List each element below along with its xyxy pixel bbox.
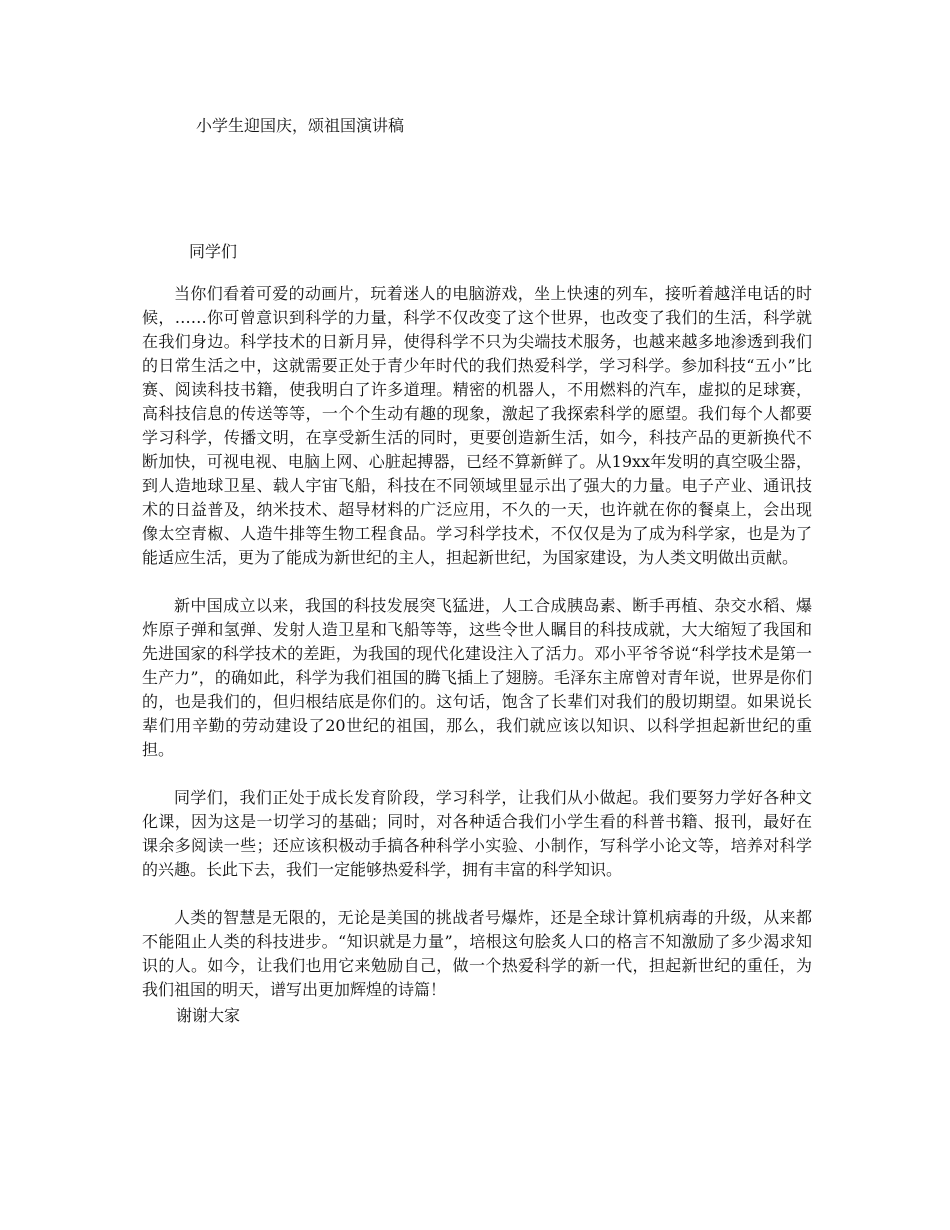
document-title: 小学生迎国庆，颂祖国演讲稿 (196, 116, 405, 135)
paragraph: 当你们看着可爱的动画片，玩着迷人的电脑游戏，坐上快速的列车，接听着越洋电话的时候，……你可曾意识到科学的力量，科学不仅改变了这个世界，也改变了我们的生活，科学就在我们身边。科学技术的日新月异，使得科学不只为尖端技术服务，也越来越多地渗透到我们的日常生活之中，这就需要正处于青少年时代的我们热爱科学，学习科学。参加科技“五小”比赛、阅读科技书籍，使我明白了许多道理。精密的机器人，不用燃料的汽车，虚拟的足球赛，高科技信息的传送等等，一个个生动有趣的现象，激起了我探索科学的愿望。我们每个人都要学习科学，传播文明，在享受新生活的同时，更要创造新生活，如今，科技产品的更新换代不断加快，可视电视、电脑上网、心脏起搏器，已经不算新鲜了。从19xx年发明的真空吸尘器，到人造地球卫星、载人宇宙飞船，科技在不同领域里显示出了强大的力量。电子产业、通讯技术的日益普及，纳米技术、超导材料的广泛应用，不久的一天，也许就在你的餐桌上，会出现像太空青椒、人造牛排等生物工程食品。学习科学技术，不仅仅是为了成为科学家，也是为了能适应生活，更为了能成为新世纪的主人，担起新世纪，为国家建设，为人类文明做出贡献。 (142, 284, 812, 567)
paragraph: 新中国成立以来，我国的科技发展突飞猛进，人工合成胰岛素、断手再植、杂交水稻、爆炸原子弹和氢弹、发射人造卫星和飞船等等，这些令世人瞩目的科技成就，大大缩短了我国和先进国家的科学技术的差距，为我国的现代化建设注入了活力。邓小平爷爷说“科学技术是第一生产力”，的确如此，科学为我们祖国的腾飞插上了翅膀。毛泽东主席曾对青年说，世界是你们的，也是我们的，但归根结底是你们的。这句话，饱含了长辈们对我们的殷切期望。如果说长辈们用辛勤的劳动建设了20世纪的祖国，那么，我们就应该以知识、以科学担起新世纪的重担。 (142, 596, 812, 759)
salutation: 同学们 (189, 242, 238, 261)
speech-body (142, 282, 812, 1026)
closing-line: 谢谢大家 (176, 1006, 241, 1025)
paragraph: 同学们，我们正处于成长发育阶段，学习科学，让我们从小做起。我们要努力学好各种文化课，因为这是一切学习的基础；同时，对各种适合我们小学生看的科普书籍、报刊，最好在课余多阅读一些；还应该积极动手搞各种科学小实验、小制作，写科学小论文等，培养对科学的兴趣。长此下去，我们一定能够热爱科学，拥有丰富的科学知识。 (142, 788, 812, 879)
paragraph: 人类的智慧是无限的，无论是美国的挑战者号爆炸，还是全球计算机病毒的升级，从来都不能阻止人类的科技进步。“知识就是力量”，培根这句脍炙人口的格言不知激励了多少渴求知识的人。如今，让我们也用它来勉励自己，做一个热爱科学的新一代，担起新世纪的重任，为我们祖国的明天，谱写出更加辉煌的诗篇！ (142, 908, 812, 999)
